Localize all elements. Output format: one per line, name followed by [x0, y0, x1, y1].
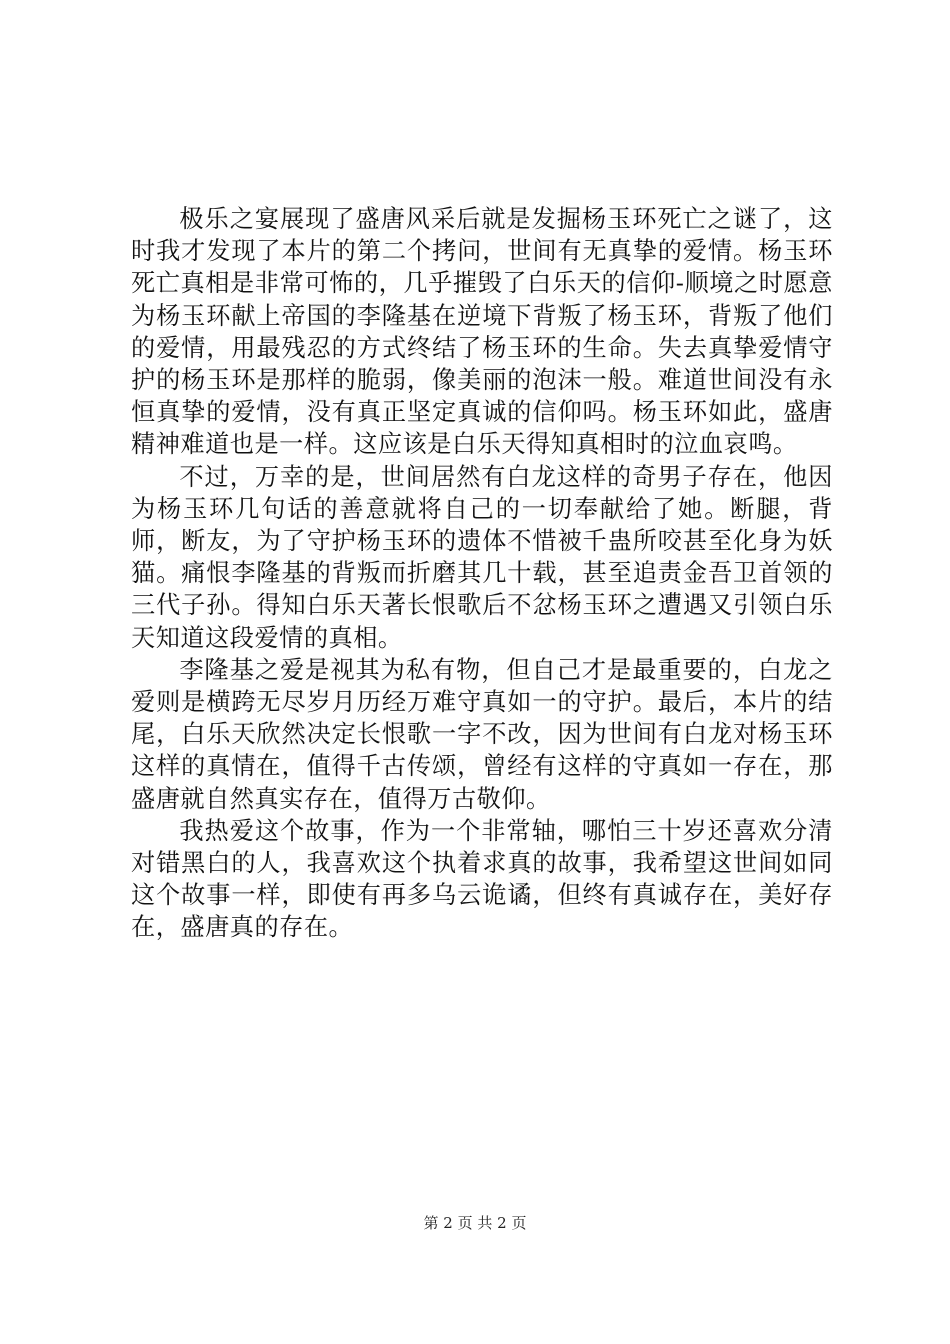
paragraph: 不过，万幸的是，世间居然有白龙这样的奇男子存在，他因为杨玉环几句话的善意就将自己的一切奉献给了她。断腿，背师，断友，为了守护杨玉环的遗体不惜被千蛊所咬甚至化身为妖猫。痛恨李隆基的背叛而折磨其几十载，甚至追责金吾卫首领的三代子孙。得知白乐天著长恨歌后不忿杨玉环之遭遇又引领白乐天知道这段爱情的真相。	[131, 462, 833, 652]
page-footer: 第 2 页 共 2 页	[423, 1214, 527, 1232]
paragraph: 我热爱这个故事，作为一个非常轴，哪怕三十岁还喜欢分清对错黑白的人，我喜欢这个执着求真的故事，我希望这世间如同这个故事一样，即使有再多乌云诡谲，但终有真诚存在，美好存在，盛唐真的存在。	[131, 816, 833, 942]
paragraph: 李隆基之爱是视其为私有物，但自己才是最重要的，白龙之爱则是横跨无尽岁月历经万难守真如一的守护。最后，本片的结尾，白乐天欣然决定长恨歌一字不改，因为世间有白龙对杨玉环这样的真情在，值得千古传颂，曾经有这样的守真如一存在，那盛唐就自然真实存在，值得万古敬仰。	[131, 655, 833, 813]
paragraph: 极乐之宴展现了盛唐风采后就是发掘杨玉环死亡之谜了，这时我才发现了本片的第二个拷问，世间有无真挚的爱情。杨玉环死亡真相是非常可怖的，几乎摧毁了白乐天的信仰-顺境之时愿意为杨玉环献上帝国的李隆基在逆境下背叛了杨玉环，背叛了他们的爱情，用最残忍的方式终结了杨玉环的生命。失去真挚爱情守护的杨玉环是那样的脆弱，像美丽的泡沫一般。难道世间没有永恒真挚的爱情，没有真正坚定真诚的信仰吗。杨玉环如此，盛唐精神难道也是一样。这应该是白乐天得知真相时的泣血哀鸣。	[131, 205, 833, 459]
body-text	[131, 203, 833, 944]
